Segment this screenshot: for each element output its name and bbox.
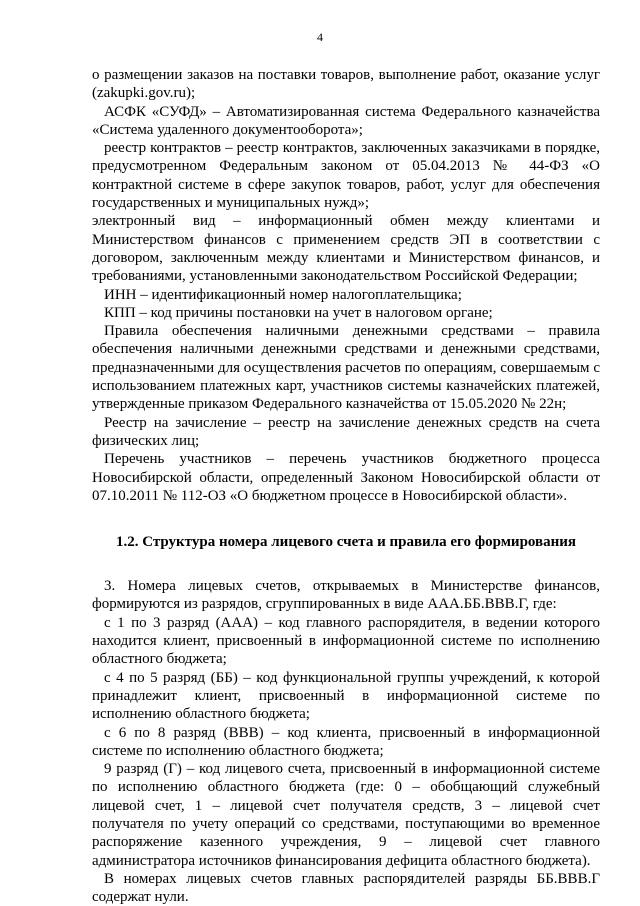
paragraph-digits-6-8: с 6 по 8 разряд (ВВВ) – код клиента, присвоенный в информационной системе по исполнению областного бюджета; (92, 724, 600, 759)
paragraph-kpp: КПП – код причины постановки на учет в налоговом органе; (104, 304, 493, 321)
document-body (92, 66, 600, 906)
paragraph-cash-rules: Правила обеспечения наличными денежными средствами – правила обеспечения наличными денежными средствами и денежными средствами, предназначенными для осуществления расчетов по операциям, совершаемым с использованием платежных карт, участников системы казначейских платежей, утвержденные приказом Федерального казначейства от 15.05.2020 № 22н; (92, 323, 600, 413)
paragraph-electronic-form: электронный вид – информационный обмен между клиентами и Министерством финансов с применением средств ЭП в соответствии с договором, заключенным между клиентами и Министерством финансов, и требованиями, установленными законодательством Российской Федерации; (92, 213, 600, 285)
paragraph-asfk-sufd: АСФК «СУФД» – Автоматизированная система Федерального казначейства «Система удаленного документооборота»; (92, 103, 600, 138)
paragraph-zakupki: о размещении заказов на поставки товаров, выполнение работ, оказание услуг (zakupki.gov.ru); (92, 67, 600, 102)
paragraph-account-structure: 3. Номера лицевых счетов, открываемых в Министерстве финансов, формируются из разрядов, сгруппированных в виде ААА.ББ.ВВВ.Г, где: (92, 578, 600, 613)
paragraph-inn: ИНН – идентификационный номер налогоплательщика; (104, 286, 462, 303)
paragraph-digit-9: 9 разряд (Г) – код лицевого счета, присвоенный в информационной системе по исполнению областного бюджета (где: 0 – обобщающий служебный лицевой счет, 1 – лицевой счет получателя средств, 3 – лицевой счет получателя по учету операций со средствами, поступающими во временное распоряжение казенного учреждения, 9 – лицевой счет главного администратора источников финансирования дефицита областного бюджета). (92, 761, 600, 869)
section-heading: 1.2. Структура номера лицевого счета и правила его формирования (115, 534, 577, 551)
paragraph-digits-4-5: с 4 по 5 разряд (ББ) – код функциональной группы учреждений, к которой принадлежит клиент, присвоенный в информационной системе по исполнению областного бюджета; (92, 669, 600, 723)
paragraph-digits-1-3: с 1 по 3 разряд (ААА) – код главного распорядителя, в ведении которого находится клиент, присвоенный в информационной системе по исполнению областного бюджета; (92, 614, 600, 668)
page-number: 4 (317, 30, 323, 44)
paragraph-participants-list: Перечень участников – перечень участников бюджетного процесса Новосибирской области, определенный Законом Новосибирской области от 07.10.2011 № 112-ОЗ «О бюджетном процессе в Новосибирской области». (92, 451, 600, 504)
paragraph-transfer-registry: Реестр на зачисление – реестр на зачисление денежных средств на счета физических лиц; (92, 414, 600, 449)
paragraph-main-managers-zeros: В номерах лицевых счетов главных распорядителей разряды ББ.ВВВ.Г содержат нули. (92, 870, 600, 906)
paragraph-contract-registry: реестр контрактов – реестр контрактов, заключенных заказчиками в порядке, предусмотренном Федеральным законом от 05.04.2013 № 44-ФЗ «О контрактной системе в сфере закупок товаров, работ, услуг для обеспечения государственных и муниципальных нужд»; (92, 140, 600, 212)
